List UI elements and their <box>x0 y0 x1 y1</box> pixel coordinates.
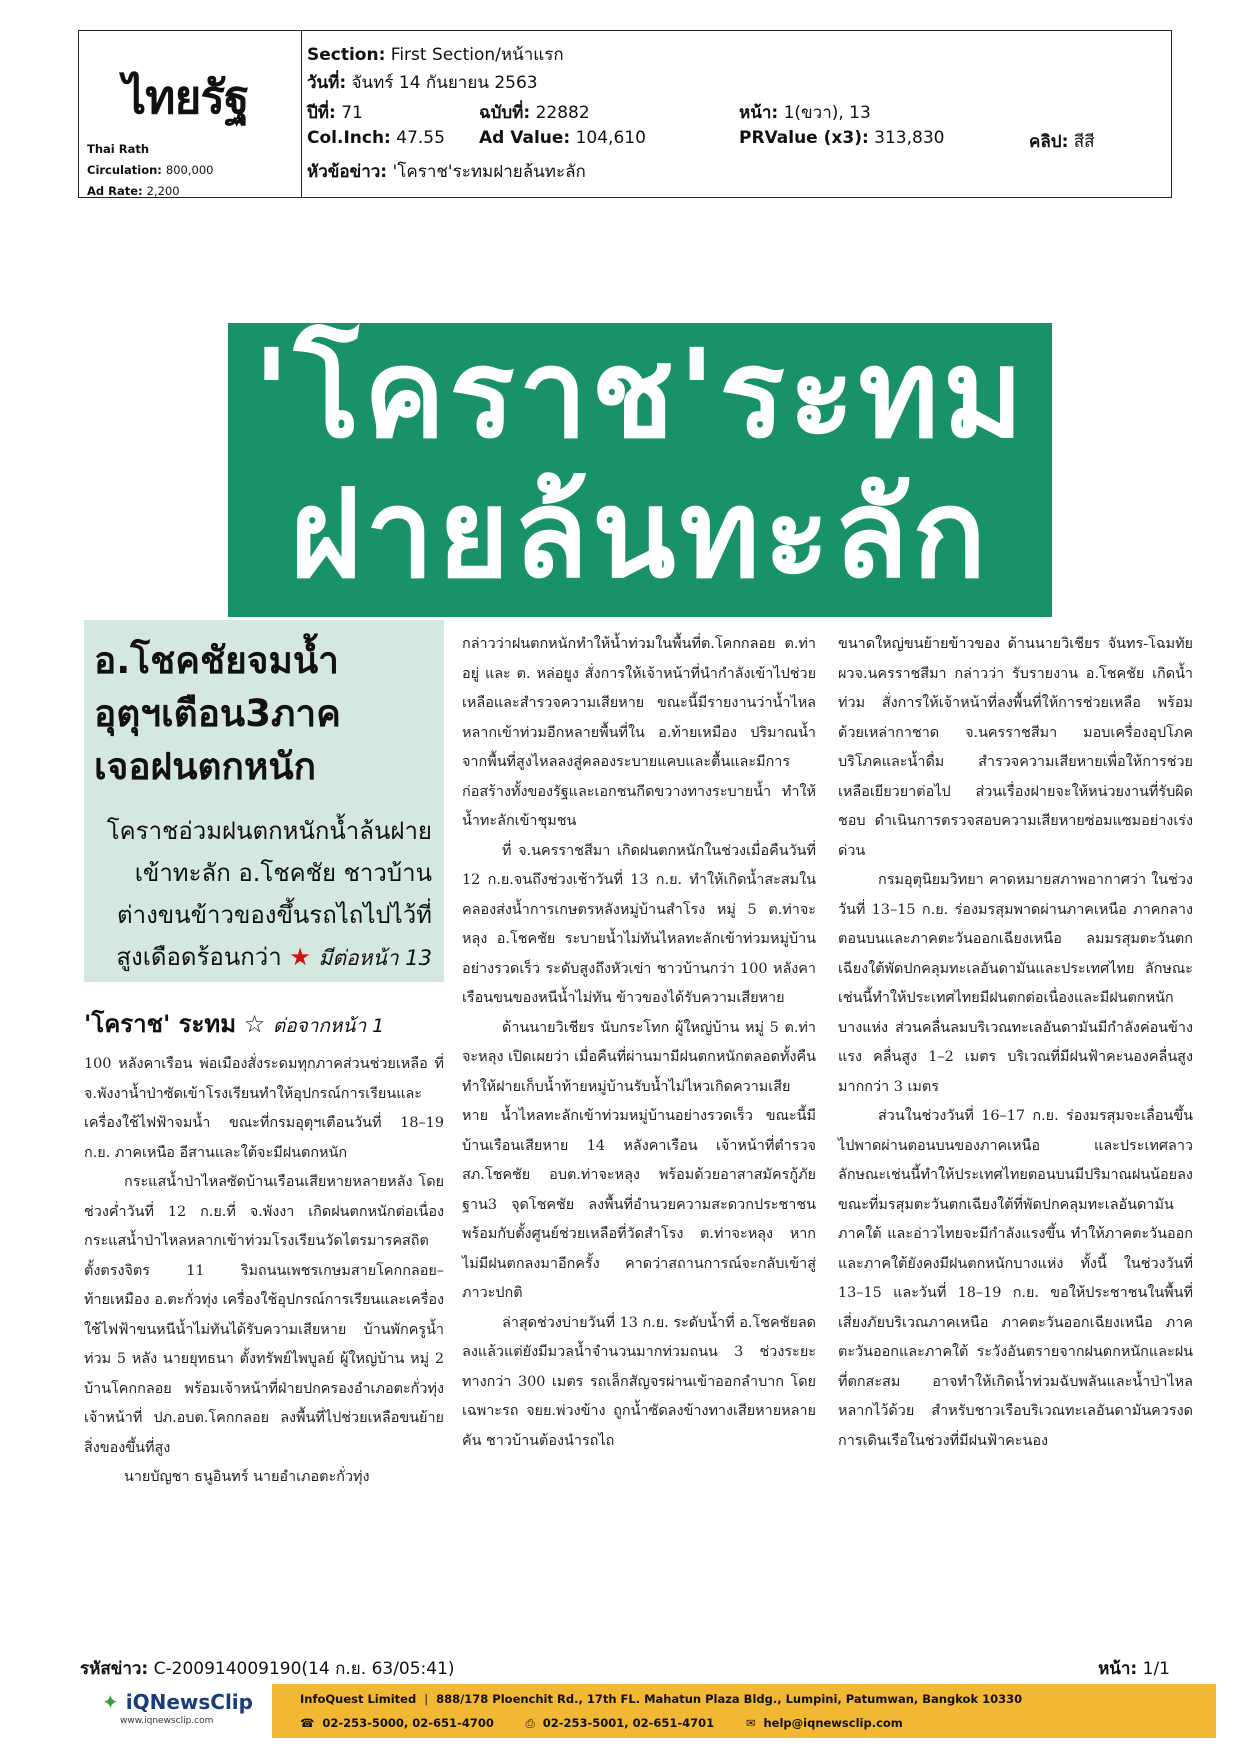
jump-title: 'โคราช' ระทม <box>84 1010 237 1038</box>
headline-banner <box>228 323 1052 617</box>
prvalue-field: PRValue (x3): 313,830 <box>739 128 945 148</box>
section-row: Section: First Section/หน้าแรก <box>307 45 564 65</box>
company-address: InfoQuest Limited | 888/178 Ploenchit Rd., 17th FL. Mahatun Plaza Bldg., Lumpini, Patumwan, Bangkok 10330 <box>300 1692 1023 1706</box>
email-link[interactable]: help@iqnewsclip.com <box>763 1716 903 1730</box>
subheadline-title <box>94 634 439 793</box>
clip-header <box>78 30 1172 198</box>
paragraph: ส่วนในช่วงวันที่ 16–17 ก.ย. ร่องมรสุมจะเลื่อนขึ้นไปพาดผ่านตอนบนของภาคเหนือ และประเทศลาว ลักษณะเช่นนี้ทำให้ประเทศไทยตอนบนมีปริมาณฝนน้อยลง ขณะที่มรสุมตะวันตกเฉียงใต้ที่พัดปกคลุมทะเลอันดามัน ภาคใต้ และอ่าวไทยจะมีกำลังแรงขึ้น ทำให้ภาคตะวันออกและภาคใต้ยังคงมีฝนตกหนักบางแห่ง ทั้งนี้ ในช่วงวันที่ 13–15 และวันที่ 18–19 ก.ย. ขอให้ประชาชนในพื้นที่เสี่ยงภัยบริเวณภาคเหนือ ภาคตะวันออกเฉียงเหนือ ภาคตะวันออกและภาคใต้ ระวังอันตรายจากฝนตกหนักและฝนที่ตกสะสม อาจทำให้เกิดน้ำท่วมฉับพลันและน้ำป่าไหลหลากไว้ด้วย สำหรับชาวเรือบริเวณทะเลอันดามันควรงดการเดินเรือในช่วงที่มีฝนฟ้าคะนอง <box>838 1108 1193 1449</box>
paragraph: นายบัญชา ธนูอินทร์ นายอำเภอตะกั่วทุ่ง <box>124 1469 370 1485</box>
circulation: Circulation: 800,000 <box>87 163 214 177</box>
article-column-1 <box>84 1050 444 1493</box>
brand-url: www.iqnewsclip.com <box>120 1716 214 1726</box>
article-column-3 <box>838 630 1193 1456</box>
clip-field: คลิป: สีสี <box>1029 132 1095 152</box>
year-field: ปีที่: 71 <box>307 103 363 123</box>
outline-star-icon: ☆ <box>243 1010 266 1038</box>
issue-field: ฉบับที่: 22882 <box>479 103 590 123</box>
continued-note: มีต่อหน้า 13 <box>318 946 432 970</box>
leaf-icon: ✦ <box>102 1690 119 1714</box>
headline-line-2: ฝายล้นทะลัก <box>289 463 991 605</box>
subheadline-box <box>84 620 444 982</box>
iqnewsclip-logo: ✦ iQNewsClip <box>102 1690 253 1714</box>
subheadline-summary <box>94 810 432 979</box>
headline-row: หัวข้อข่าว: 'โคราช'ระทมฝายล้นทะลัก <box>307 162 586 182</box>
star-icon: ★ <box>289 943 311 971</box>
page-number: หน้า: 1/1 <box>1098 1659 1170 1679</box>
advalue-field: Ad Value: 104,610 <box>479 128 646 148</box>
fax-number: 02-253-5001, 02-651-4701 <box>542 1716 715 1730</box>
email-icon: ✉ <box>745 1716 756 1730</box>
ad-rate: Ad Rate: 2,200 <box>87 184 180 198</box>
paragraph: กล่าวว่าฝนตกหนักทำให้น้ำท่วมในพื้นที่ต.โคกกลอย ต.ท่าอยู่ และ ต. หล่อยูง สั่งการให้เจ้าหน้าที่นำกำลังเข้าไปช่วยเหลือและสำรวจความเสียหาย ขณะนี้มีรายงานว่าน้ำไหลหลากเข้าท่วมอีกหลายพื้นที่ใน อ.ท้ายเหมือง ปริมาณน้ำจากพื้นที่สูงไหลลงสู่คลองระบายแคบและตื้นและมีการก่อสร้างทั้งของรัฐและเอกชนกีดขวางทางระบายน้ำ ทำให้น้ำทะลักเข้าชุมชน <box>462 636 816 829</box>
phone-icon: ☎ <box>300 1716 315 1730</box>
paragraph: ด้านนายวิเชียร นับกระโทก ผู้ใหญ่บ้าน หมู่ 5 ต.ท่าจะหลุง เปิดเผยว่า เมื่อคืนที่ผ่านมามีฝนตกหนักตลอดทั้งคืน ทำให้ฝายเก็บน้ำท้ายหมู่บ้านรับน้ำไม่ไหวเกิดความเสียหาย น้ำไหลทะลักเข้าท่วมหมู่บ้านอย่างรวดเร็ว ขณะนี้มีบ้านเรือนเสียหาย 14 หลังคาเรือน เจ้าหน้าที่ตำรวจ สภ.โชคชัย อบต.ท่าจะหลุง พร้อมด้วยอาสาสมัครกู้ภัยฐาน3 จุดโชคชัย ลงพื้นที่อำนวยความสะดวกประชาชน พร้อมกับตั้งศูนย์ช่วยเหลือที่วัดสำโรง ต.ท่าจะหลุง หากไม่มีฝนตกลงมาอีกครั้ง คาดว่าสถานการณ์จะกลับเข้าสู่ภาวะปกติ <box>462 1019 816 1301</box>
thairath-logo: ไทยรัฐ <box>123 70 249 124</box>
page-field: หน้า: 1(ขวา), 13 <box>739 103 871 123</box>
phone-number[interactable]: 02-253-5000, 02-651-4700 <box>322 1716 494 1730</box>
headline-line-1: 'โคราช'ระทม <box>252 323 1028 465</box>
logo-cell <box>79 31 302 197</box>
fax-icon: ⎙ <box>525 1716 535 1730</box>
contact-bar <box>272 1684 1216 1738</box>
paragraph: ที่ จ.นครราชสีมา เกิดฝนตกหนักในช่วงเมื่อคืนวันที่ 12 ก.ย.จนถึงช่วงเช้าวันที่ 13 ก.ย. ทำให้เกิดน้ำสะสมในคลองส่งน้ำการเกษตรหลังหมู่บ้านสำโรง หมู่ 5 ต.ท่าจะหลุง อ.โชคชัย ระบายน้ำไม่ทันไหลทะลักเข้าท่วมหมู่บ้านอย่างรวดเร็ว ระดับสูงถึงหัวเข่า ชาวบ้านกว่า 100 หลังคาเรือนขนของหนีน้ำไม่ทัน ข้าวของได้รับความเสียหาย <box>462 842 816 1006</box>
news-id: รหัสข่าว: C-200914009190(14 ก.ย. 63/05:41) <box>80 1659 455 1679</box>
jump-header <box>84 1004 384 1043</box>
paragraph: ล่าสุดช่วงบ่ายวันที่ 13 ก.ย. ระดับน้ำที่ อ.โชคชัยลดลงแล้วแต่ยังมีมวลน้ำจำนวนมากท่วมถนน 3 ช่วงระยะทางกว่า 300 เมตร รถเล็กสัญจรผ่านเข้าออกลำบาก โดยเฉพาะรถ จยย.พ่วงข้าง ถูกน้ำซัดลงข้างทางเสียหายหลายคัน ชาวบ้านต้องนำรถไถ <box>462 1314 816 1449</box>
subheadline-title-line: เจอฝนตกหนัก <box>94 745 317 788</box>
date-row: วันที่: จันทร์ 14 กันยายน 2563 <box>307 73 538 93</box>
publication-meta <box>87 139 213 202</box>
paragraph: กระแสน้ำป่าไหลซัดบ้านเรือนเสียหายหลายหลัง โดยช่วงค่ำวันที่ 12 ก.ย.ที่ จ.พังงา เกิดฝนตกหนักต่อเนื่อง กระแสน้ำป่าไหลหลากเข้าท่วมโรงเรียนวัดไตรมารคสถิตตั้งตรงจิตร 11 ริมถนนเพชรเกษมสายโคกกลอย–ท้ายเหมือง อ.ตะกั่วทุ่ง เครื่องใช้อุปกรณ์การเรียนและเครื่องใช้ไฟฟ้าขนหนีน้ำไม่ทันได้รับความเสียหาย บ้านพักครูน้ำท่วม 5 หลัง นายยุทธนา ตั้งทรัพย์ไพบูลย์ ผู้ใหญ่บ้าน หมู่ 2 บ้านโคกกลอย พร้อมเจ้าหน้าที่ฝ่ายปกครองอำเภอตะกั่วทุ่ง เจ้าหน้าที่ ปภ.อบต.โคกกลอย ลงพื้นที่ไปช่วยเหลือขนย้ายสิ่งของขึ้นที่สูง <box>84 1174 444 1456</box>
subheadline-title-line: อ.โชคชัยจมน้ำ <box>94 639 339 682</box>
colinch-field: Col.Inch: 47.55 <box>307 128 445 148</box>
article-column-2 <box>462 630 816 1456</box>
summary-text: โคราชอ่วมฝนตกหนักน้ำล้นฝายเข้าทะลัก อ.โชคชัย ชาวบ้านต่างขนข้าวของขึ้นรถไถไปไว้ที่สูงเดือดร้อนกว่า <box>106 817 432 971</box>
contact-row <box>300 1716 903 1731</box>
jump-from-note: ต่อจากหน้า 1 <box>272 1015 385 1037</box>
paragraph: 100 หลังคาเรือน พ่อเมืองสั่งระดมทุกภาคส่วนช่วยเหลือ ที่ จ.พังงาน้ำป่าซัดเข้าโรงเรียนทำให้อุปกรณ์การเรียนและเครื่องใช้ไฟฟ้าจมน้ำ ขณะที่กรมอุตุฯเตือนวันที่ 18–19 ก.ย. ภาคเหนือ อีสานและใต้จะมีฝนตกหนัก <box>84 1056 444 1161</box>
paragraph: กรมอุตุนิยมวิทยา คาดหมายสภาพอากาศว่า ในช่วงวันที่ 13–15 ก.ย. ร่องมรสุมพาดผ่านภาคเหนือ ภาคกลางตอนบนและภาคตะวันออกเฉียงเหนือ ลมมรสุมตะวันตกเฉียงใต้พัดปกคลุมทะเลอันดามันและประเทศไทย ลักษณะเช่นนี้ทำให้ประเทศไทยมีฝนตกต่อเนื่องและมีฝนตกหนักบางแห่ง ส่วนคลื่นลมบริเวณทะเลอันดามันมีกำลังค่อนข้างแรง คลื่นสูง 1–2 เมตร บริเวณที่มีฝนฟ้าคะนองคลื่นสูงมากกว่า 3 เมตร <box>838 872 1193 1095</box>
publication-name: Thai Rath <box>87 142 150 156</box>
paragraph: ขนาดใหญ่ขนย้ายข้าวของ ด้านนายวิเชียร จันทร-โฉมทัย ผวจ.นครราชสีมา กล่าวว่า รับรายงาน อ.โชคชัย เกิดน้ำท่วม สั่งการให้เจ้าหน้าที่ลงพื้นที่ให้การช่วยเหลือ พร้อมด้วยเหล่ากาชาด จ.นครราชสีมา มอบเครื่องอุปโภคบริโภคและน้ำดื่ม สำรวจความเสียหายเพื่อให้การช่วยเหลือเยียวยาต่อไป ส่วนเรื่องฝายจะให้หน่วยงานที่รับผิดชอบ ดำเนินการตรวจสอบความเสียหายซ่อมแซมอย่างเร่งด่วน <box>838 636 1193 859</box>
subheadline-title-line: อุตุฯเตือน3ภาค <box>94 692 341 735</box>
